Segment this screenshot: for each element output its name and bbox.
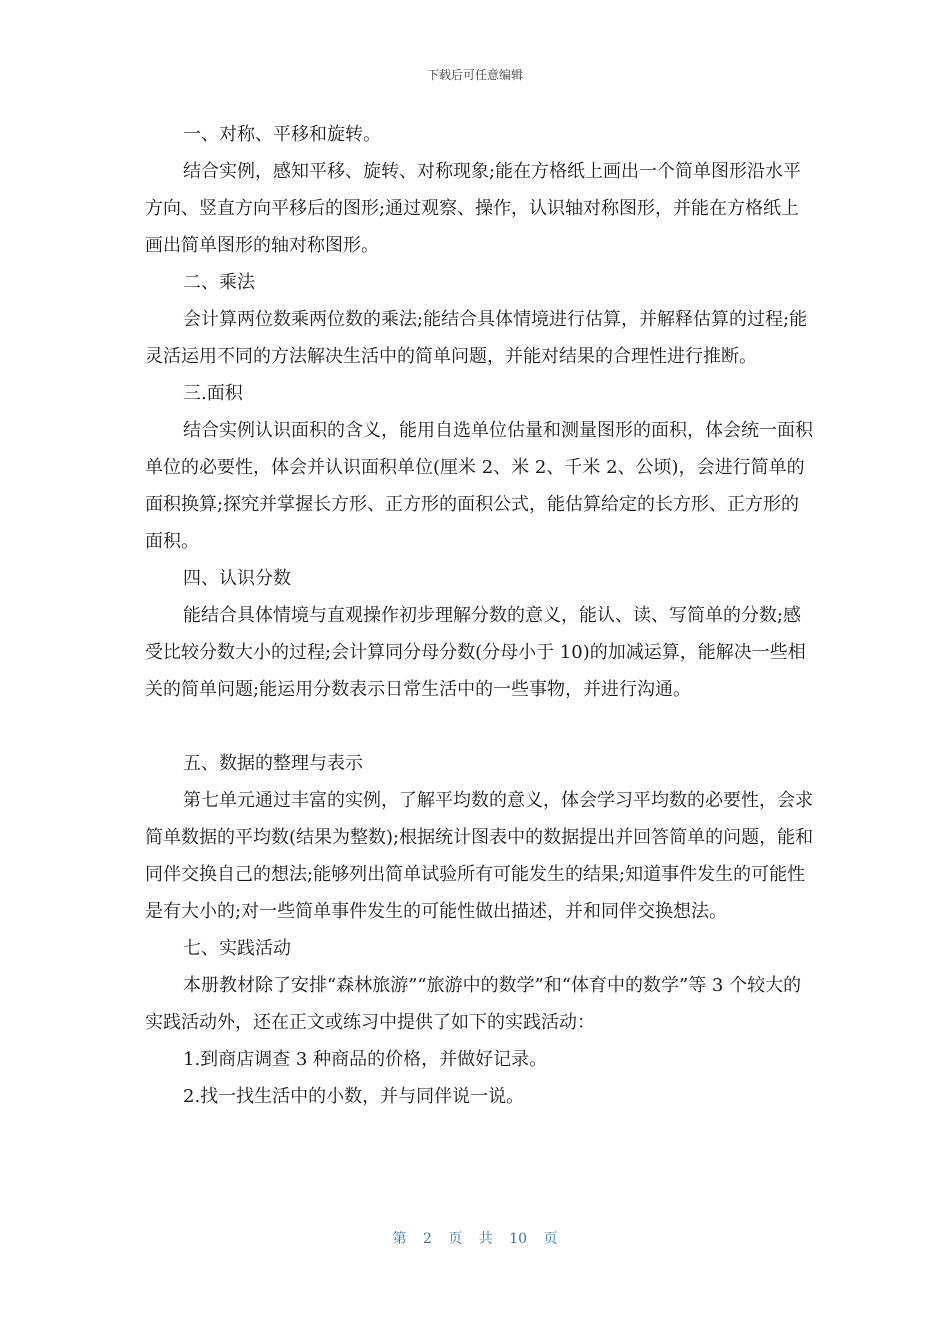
paragraph-spacer: [145, 708, 815, 745]
page-header: 下载后可任意编辑: [426, 68, 523, 82]
paragraph-practice: 本册教材除了安排“森林旅游”“旅游中的数学”和“体育中的数学”等 3 个较大的实践活动外，还在正文或练习中提供了如下的实践活动：: [145, 975, 802, 1033]
section-heading-symmetry: 一、对称、平移和旋转。: [183, 124, 381, 145]
list-item-1: 1.到商店调查 3 种商品的价格，并做好记录。: [183, 1049, 548, 1070]
section-heading-practice: 七、实践活动: [183, 938, 291, 959]
list-item-2: 2.找一找生活中的小数，并与同伴说一说。: [183, 1086, 525, 1107]
section-heading-data: 五、数据的整理与表示: [183, 753, 363, 774]
section-heading-fractions: 四、认识分数: [183, 568, 291, 589]
paragraph-data: 第七单元通过丰富的实例，了解平均数的意义，体会学习平均数的必要性，会求简单数据的平均数(结果为整数);根据统计图表中的数据提出并回答简单的问题，能和同伴交换自己的想法;能够列出简单试验所有可能发生的结果;知道事件发生的可能性是有大小的;对一些简单事件发生的可能性做出描述，并和同伴交换想法。: [145, 790, 814, 922]
paragraph-multiplication: 会计算两位数乘两位数的乘法;能结合具体情境进行估算，并解释估算的过程;能灵活运用不同的方法解决生活中的简单问题，并能对结果的合理性进行推断。: [145, 309, 808, 367]
section-heading-multiplication: 二、乘法: [183, 272, 255, 293]
section-heading-area: 三.面积: [183, 383, 243, 404]
paragraph-symmetry: 结合实例，感知平移、旋转、对称现象;能在方格纸上画出一个简单图形沿水平方向、竖直方向平移后的图形;通过观察、操作，认识轴对称图形，并能在方格纸上画出简单图形的轴对称图形。: [145, 161, 802, 256]
paragraph-area: 结合实例认识面积的含义，能用自选单位估量和测量图形的面积，体会统一面积单位的必要性，体会并认识面积单位(厘米 2、米 2、千米 2、公顷)，会进行简单的面积换算;探究并掌握长方形、正方形的面积公式，能估算给定的长方形、正方形的面积。: [145, 420, 813, 552]
document-body: [145, 116, 815, 1115]
page-footer: 第 2 页 共 10 页: [392, 1231, 558, 1247]
paragraph-fractions: 能结合具体情境与直观操作初步理解分数的意义，能认、读、写简单的分数;感受比较分数大小的过程;会计算同分母分数(分母小于 10)的加减运算，能解决一些相关的简单问题;能运用分数表示日常生活中的一些事物，并进行沟通。: [145, 605, 806, 700]
